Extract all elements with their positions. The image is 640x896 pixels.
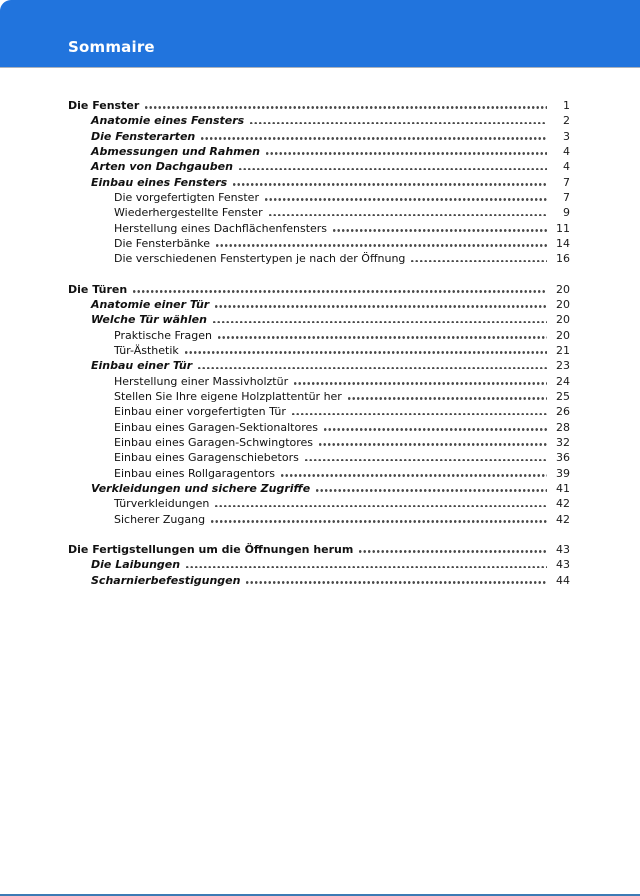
toc-page-number: 21 xyxy=(556,343,570,357)
toc-dotted-leader xyxy=(239,168,547,171)
toc-page-number: 36 xyxy=(556,451,570,465)
toc-entry[interactable] xyxy=(68,404,570,419)
page-header xyxy=(0,0,640,67)
toc-dotted-leader xyxy=(348,397,547,400)
toc-dotted-leader xyxy=(215,505,547,508)
toc-entry[interactable] xyxy=(68,328,570,343)
toc-entry[interactable] xyxy=(68,129,570,144)
toc-entry[interactable] xyxy=(68,420,570,435)
toc-page-number: 7 xyxy=(563,175,570,189)
toc-dotted-leader xyxy=(233,183,547,186)
toc-dotted-leader xyxy=(185,351,547,354)
toc-dotted-leader xyxy=(250,122,547,125)
toc-dotted-leader xyxy=(133,290,547,293)
toc-entry[interactable] xyxy=(68,557,570,572)
toc-page-number: 9 xyxy=(563,206,570,220)
toc-dotted-leader xyxy=(411,260,547,263)
toc-entry[interactable] xyxy=(68,251,570,266)
toc-page-number: 23 xyxy=(556,359,570,373)
toc-dotted-leader xyxy=(292,413,547,416)
toc-page-number: 20 xyxy=(556,328,570,342)
toc-page-number: 11 xyxy=(556,221,570,235)
toc-entry[interactable] xyxy=(68,175,570,190)
toc-entry-label: Die Fenster xyxy=(68,99,140,112)
toc-entry[interactable] xyxy=(68,312,570,327)
toc-entry-label: Die verschiedenen Fenstertypen je nach der Öffnung xyxy=(114,252,406,266)
toc-entry-label: Einbau einer vorgefertigten Tür xyxy=(114,405,286,419)
toc-page-number: 25 xyxy=(556,389,570,403)
toc-page-number: 4 xyxy=(563,144,570,158)
toc-page-number: 43 xyxy=(556,542,570,556)
toc-entry-label: Praktische Fragen xyxy=(114,328,212,342)
toc-page-number: 20 xyxy=(556,297,570,311)
toc-page-number: 3 xyxy=(563,129,570,143)
toc-entry[interactable] xyxy=(68,481,570,496)
toc-entry[interactable] xyxy=(68,98,570,113)
toc-entry[interactable] xyxy=(68,190,570,205)
toc-entry-label: Die Türen xyxy=(68,282,128,296)
toc-entry[interactable] xyxy=(68,374,570,389)
toc-entry-label: Einbau eines Garagen-Sektionaltores xyxy=(114,420,318,434)
toc-list xyxy=(0,98,640,588)
toc-entry[interactable] xyxy=(68,297,570,312)
toc-entry-label: Türverkleidungen xyxy=(114,497,210,511)
toc-entry[interactable] xyxy=(68,389,570,404)
toc-page-number: 42 xyxy=(556,512,570,526)
toc-entry-label: Stellen Sie Ihre eigene Holzplattentür her xyxy=(114,389,342,403)
toc-entry-label: Abmessungen und Rahmen xyxy=(91,144,260,158)
toc-dotted-leader xyxy=(359,550,547,553)
toc-entry[interactable] xyxy=(68,343,570,358)
toc-entry[interactable] xyxy=(68,113,570,128)
toc-entry-label: Einbau eines Garagenschiebetors xyxy=(114,451,299,465)
toc-entry[interactable] xyxy=(68,450,570,465)
toc-entry[interactable] xyxy=(68,435,570,450)
toc-dotted-leader xyxy=(333,229,547,232)
toc-entry[interactable] xyxy=(68,282,570,297)
toc-section xyxy=(68,98,570,267)
toc-dotted-leader xyxy=(281,474,547,477)
toc-dotted-leader xyxy=(266,152,547,155)
toc-page-number: 44 xyxy=(556,573,570,587)
toc-dotted-leader xyxy=(216,244,547,247)
toc-page-number: 7 xyxy=(563,190,570,204)
toc-section xyxy=(68,542,570,588)
toc-page-number: 28 xyxy=(556,420,570,434)
toc-entry-label: Sicherer Zugang xyxy=(114,512,206,526)
toc-entry-label: Scharnierbefestigungen xyxy=(91,573,241,587)
toc-page-number: 32 xyxy=(556,435,570,449)
toc-entry-label: Herstellung eines Dachflächenfensters xyxy=(114,221,328,235)
toc-entry[interactable] xyxy=(68,573,570,588)
toc-dotted-leader xyxy=(145,106,547,109)
toc-page-number: 16 xyxy=(556,252,570,266)
toc-entry-label: Wiederhergestellte Fenster xyxy=(114,206,263,220)
toc-entry[interactable] xyxy=(68,221,570,236)
toc-entry[interactable] xyxy=(68,466,570,481)
toc-page-number: 2 xyxy=(563,114,570,128)
toc-dotted-leader xyxy=(305,459,547,462)
toc-dotted-leader xyxy=(269,214,547,217)
toc-page-number: 39 xyxy=(556,466,570,480)
toc-entry-label: Einbau einer Tür xyxy=(91,359,193,373)
toc-entry-label: Die Laibungen xyxy=(91,558,181,572)
toc-entry[interactable] xyxy=(68,144,570,159)
toc-page-number: 24 xyxy=(556,374,570,388)
toc-entry-label: Herstellung einer Massivholztür xyxy=(114,374,289,388)
toc-dotted-leader xyxy=(316,489,547,492)
toc-page-number: 41 xyxy=(556,481,570,495)
toc-dotted-leader xyxy=(319,443,547,446)
toc-entry-label: Die Fensterbänke xyxy=(114,236,211,250)
toc-page-number: 42 xyxy=(556,497,570,511)
toc-entry-label: Die Fertigstellungen um die Öffnungen herum xyxy=(68,542,354,556)
toc-entry[interactable] xyxy=(68,542,570,557)
toc-dotted-leader xyxy=(198,367,547,370)
toc-entry-label: Die Fensterarten xyxy=(91,129,196,143)
toc-entry-label: Die vorgefertigten Fenster xyxy=(114,190,259,204)
toc-entry-label: Arten von Dachgauben xyxy=(91,160,233,174)
toc-page-number: 20 xyxy=(556,282,570,296)
toc-entry[interactable] xyxy=(68,236,570,251)
toc-entry-label: Einbau eines Garagen-Schwingtores xyxy=(114,435,314,449)
toc-entry[interactable] xyxy=(68,496,570,511)
toc-entry-label: Welche Tür wählen xyxy=(91,313,207,327)
toc-page-number: 1 xyxy=(563,99,570,112)
toc-entry[interactable] xyxy=(68,159,570,174)
toc-page-number: 14 xyxy=(556,236,570,250)
toc-dotted-leader xyxy=(186,566,547,569)
toc-dotted-leader xyxy=(215,305,547,308)
toc-entry-label: Tür-Ästhetik xyxy=(114,343,179,357)
toc-entry-label: Einbau eines Fensters xyxy=(91,175,228,189)
toc-section xyxy=(68,282,570,527)
toc-page-number: 20 xyxy=(556,313,570,327)
toc-dotted-leader xyxy=(324,428,547,431)
toc-dotted-leader xyxy=(246,581,547,584)
toc-dotted-leader xyxy=(265,198,547,201)
toc-page-number: 43 xyxy=(556,558,570,572)
toc-dotted-leader xyxy=(211,520,547,523)
toc-dotted-leader xyxy=(201,137,547,140)
toc-entry-label: Verkleidungen und sichere Zugriffe xyxy=(91,481,311,495)
toc-entry-label: Anatomie eines Fensters xyxy=(91,114,245,128)
toc-entry[interactable] xyxy=(68,358,570,373)
toc-page-number: 26 xyxy=(556,405,570,419)
toc-entry[interactable] xyxy=(68,512,570,527)
toc-page-number: 4 xyxy=(563,160,570,174)
toc-entry-label: Einbau eines Rollgaragentors xyxy=(114,466,275,480)
toc-entry[interactable] xyxy=(68,205,570,220)
toc-entry-label: Anatomie einer Tür xyxy=(91,297,210,311)
toc-dotted-leader xyxy=(213,321,547,324)
page-title: Sommaire xyxy=(68,38,155,56)
toc-dotted-leader xyxy=(294,382,547,385)
toc-dotted-leader xyxy=(218,336,547,339)
